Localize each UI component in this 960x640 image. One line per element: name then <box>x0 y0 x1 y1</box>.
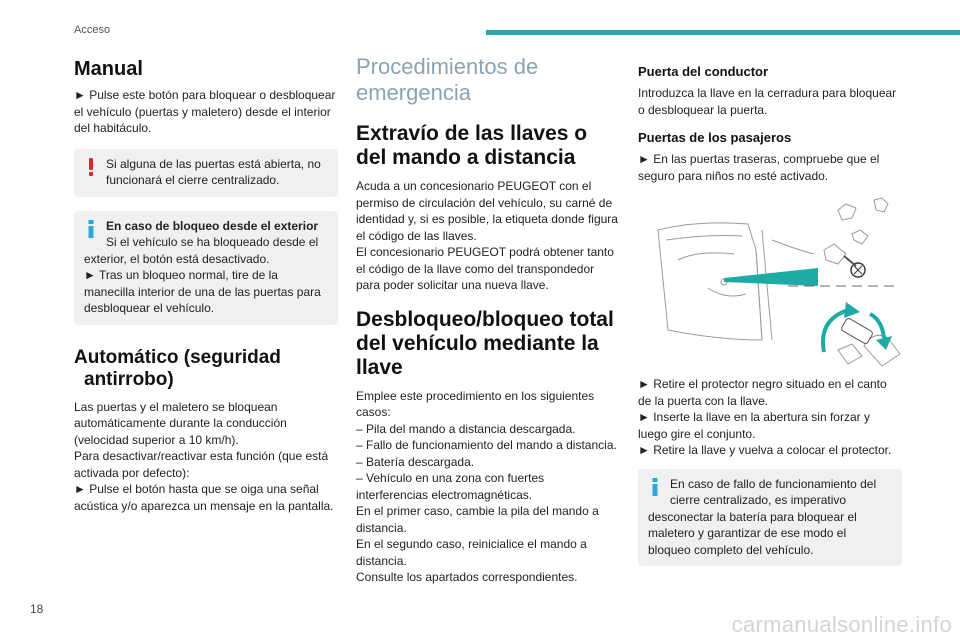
unlock-case-3: – Batería descargada. <box>356 454 475 469</box>
header-accent-bar <box>486 30 960 35</box>
header-section-label: Acceso <box>74 24 111 36</box>
info-box-battery <box>638 469 902 567</box>
info-icon <box>84 219 98 239</box>
heading-lost-keys: Extravío de las llaves o del mando a distancia <box>356 122 588 169</box>
battery-info-line1: En caso de fallo de funcionamiento del <box>670 476 877 491</box>
unlock-case-1: – Pila del mando a distancia descargada. <box>356 421 576 436</box>
battery-info-rest: desconectar la batería para bloquear el maletero y garantizar de ese modo el bloqueo completo del vehículo. <box>648 509 857 557</box>
info-box-exterior-lock <box>74 211 338 325</box>
heading-passenger-doors: Puertas de los pasajeros <box>638 130 792 145</box>
exclamation-icon <box>84 157 98 177</box>
driver-door-text: Introduzca la llave en la cerradura para bloquear o desbloquear la puerta. <box>638 86 897 117</box>
column-middle <box>356 52 618 586</box>
unlock-intro: Emplee este procedimiento en los siguientes casos: <box>356 388 595 419</box>
step-3: ► Retire la llave y vuelva a colocar el protector. <box>638 443 892 457</box>
auto-paragraph-3: ► Pulse el botón hasta que se oiga una señal acústica y/o aparezca un mensaje en la pantalla. <box>74 482 334 513</box>
passenger-doors-text: ► En las puertas traseras, compruebe que el seguro para niños no esté activado. <box>638 152 880 183</box>
heading-manual: Manual <box>74 58 143 80</box>
warning-box <box>74 149 338 197</box>
page-number: 18 <box>30 602 44 616</box>
unlock-paragraph-1: En el primer caso, cambie la pila del mando a distancia. <box>356 504 599 535</box>
unlock-paragraph-2: En el segundo caso, reinicialice el mando a distancia. <box>356 537 587 568</box>
column-left <box>74 52 338 514</box>
auto-paragraph-1: Las puertas y el maletero se bloquean automáticamente durante la conducción (velocidad superior a 10 km/h). <box>74 399 287 447</box>
info-icon <box>648 477 662 497</box>
unlock-paragraph-3: Consulte los apartados correspondientes. <box>356 570 578 584</box>
heading-emergency-procedures: Procedimientos de emergencia <box>356 54 539 105</box>
lost-paragraph-2: El concesionario PEUGEOT podrá obtener tanto el código de la llave como del transpondedor para poder solicitar una nueva llave. <box>356 245 614 292</box>
auto-paragraph-2: Para desactivar/reactivar esta función (que está activada por defecto): <box>74 449 329 480</box>
unlock-case-4: – Vehículo en una zona con fuertes interferencias electromagnéticas. <box>356 471 545 502</box>
info-rest: exterior, el botón está desactivado. <box>84 251 270 266</box>
warning-text: Si alguna de las puertas está abierta, no funcionará el cierre centralizado. <box>106 156 321 187</box>
manual-text: ► Pulse este botón para bloquear o desbloquear el vehículo (puertas y maletero) desde el interior del habitáculo. <box>74 88 336 135</box>
watermark: carmanualsonline.info <box>731 612 952 637</box>
info-line1: Si el vehículo se ha bloqueado desde el <box>106 235 319 249</box>
heading-automatic-line1: Automático (seguridad <box>74 346 281 368</box>
heading-key-unlock: Desbloqueo/bloqueo total del vehículo mediante la llave <box>356 307 614 379</box>
lost-paragraph-1: Acuda a un concesionario PEUGEOT con el permiso de circulación del vehículo, su carné de identidad y, si es posible, la etiqueta donde figura el código de las llaves. <box>356 179 618 243</box>
info-title: En caso de bloqueo desde el exterior <box>106 218 319 233</box>
step-2: ► Inserte la llave en la abertura sin forzar y luego gire el conjunto. <box>638 410 870 441</box>
battery-info-line2: cierre centralizado, es imperativo <box>670 493 847 507</box>
unlock-case-2: – Fallo de funcionamiento del mando a distancia. <box>356 438 617 452</box>
heading-automatic <box>74 347 338 391</box>
info-bullet: ► Tras un bloqueo normal, tire de la manecilla interior de una de las puertas para desbloquear el vehículo. <box>84 268 321 315</box>
door-lock-illustration <box>638 190 902 368</box>
column-right <box>638 58 902 576</box>
heading-automatic-line2: antirrobo) <box>84 368 174 390</box>
step-1: ► Retire el protector negro situado en el canto de la puerta con la llave. <box>638 377 887 408</box>
heading-driver-door: Puerta del conductor <box>638 64 769 79</box>
